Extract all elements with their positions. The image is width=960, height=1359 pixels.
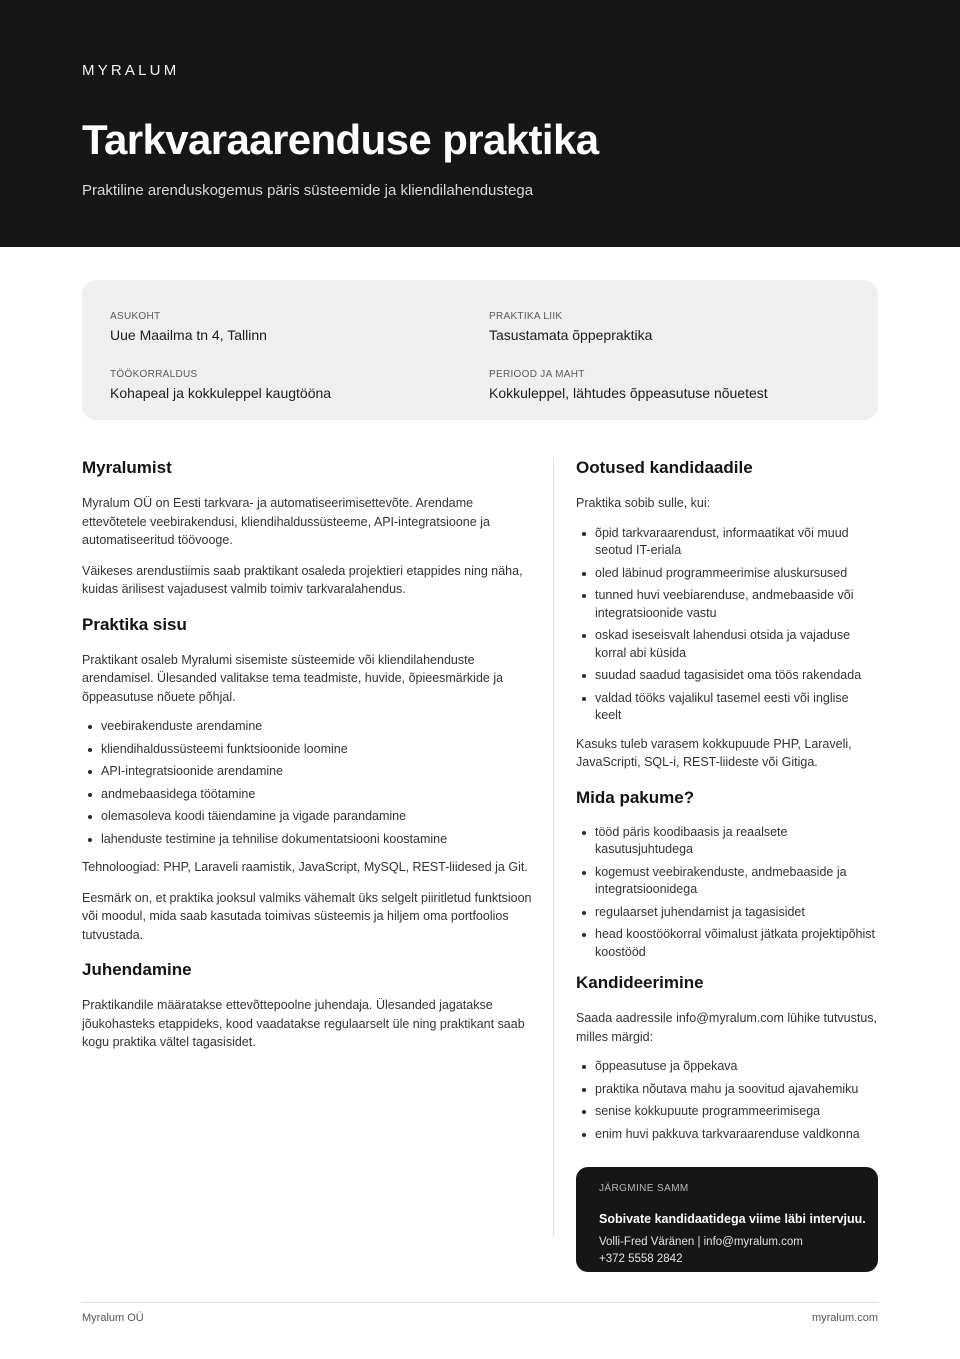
contact-phone: +372 5558 2842 bbox=[599, 1253, 683, 1265]
list-item: olemasoleva koodi täiendamine ja vigade parandamine bbox=[82, 808, 532, 826]
list-item: praktika nõutava mahu ja soovitud ajavahemiku bbox=[576, 1081, 878, 1099]
list-item: andmebaasidega töötamine bbox=[82, 786, 532, 804]
mentoring-heading: Juhendamine bbox=[82, 960, 192, 979]
offer-list bbox=[576, 824, 878, 962]
right-column bbox=[576, 456, 878, 1153]
list-item: õppeasutuse ja õppekava bbox=[576, 1058, 878, 1076]
column-divider bbox=[553, 458, 554, 1236]
mentoring-section bbox=[82, 958, 532, 1052]
list-item: head koostöökorral võimalust jätkata projektipõhist koostööd bbox=[576, 926, 878, 961]
info-location-value: Uue Maailma tn 4, Tallinn bbox=[110, 327, 267, 343]
content-tech: Tehnoloogiad: PHP, Laraveli raamistik, JavaScript, MySQL, REST-liidesed ja Git. bbox=[82, 860, 528, 874]
content-intro: Praktikant osaleb Myralumi sisemiste süsteemide või kliendilahenduste arendamisel. Ülesanded valitakse tema teadmiste, huvide, õpieesmärkide ja õppeasutuse nõuete põhjal. bbox=[82, 652, 504, 704]
info-work bbox=[110, 368, 470, 402]
left-column bbox=[82, 456, 532, 1064]
page-header bbox=[0, 0, 960, 247]
apply-list bbox=[576, 1058, 878, 1143]
list-item: õpid tarkvaraarendust, informaatikat või muud seotud IT-eriala bbox=[576, 525, 878, 560]
content-section bbox=[82, 613, 532, 945]
footer-divider bbox=[82, 1302, 878, 1303]
list-item: veebirakenduste arendamine bbox=[82, 718, 532, 736]
info-type-value: Tasustamata õppepraktika bbox=[489, 327, 653, 343]
expectations-list bbox=[576, 525, 878, 725]
apply-heading: Kandideerimine bbox=[576, 973, 704, 992]
info-work-label: TÖÖKORRALDUS bbox=[110, 369, 198, 380]
offer-section bbox=[576, 786, 878, 962]
list-item: tunned huvi veebiarenduse, andmebaaside või integratsioonide vastu bbox=[576, 587, 878, 622]
next-step-contact bbox=[599, 1234, 803, 1268]
list-item: kliendihaldussüsteemi funktsioonide loomine bbox=[82, 741, 532, 759]
list-item: valdad tööks vajalikul tasemel eesti või inglise keelt bbox=[576, 690, 878, 725]
next-step-card bbox=[576, 1167, 878, 1272]
footer-company: Myralum OÜ bbox=[82, 1312, 144, 1324]
info-period-label: PERIOOD JA MAHT bbox=[489, 369, 585, 380]
about-section bbox=[82, 456, 532, 599]
apply-intro: Saada aadressile info@myralum.com lühike tutvustus, milles märgid: bbox=[576, 1011, 878, 1044]
expectations-intro: Praktika sobib sulle, kui: bbox=[576, 496, 711, 510]
content-list bbox=[82, 718, 532, 848]
content-heading: Praktika sisu bbox=[82, 614, 187, 634]
content-goal: Eesmärk on, et praktika jooksul valmiks vähemalt üks selgelt piiritletud funktsioon või moodul, mida saab kasutada toimivas süsteemis ja hiljem oma portfoolios tutvustada. bbox=[82, 890, 532, 942]
expectations-bonus: Kasuks tuleb varasem kokkupuude PHP, Laraveli, JavaScripti, SQL-i, REST-liideste või Gitiga. bbox=[576, 736, 852, 769]
about-heading: Myralumist bbox=[82, 458, 172, 477]
list-item: regulaarset juhendamist ja tagasisidet bbox=[576, 904, 878, 922]
expectations-section bbox=[576, 456, 878, 772]
page-title: Tarkvaraarenduse praktika bbox=[82, 116, 599, 163]
next-step-label: JÄRGMINE SAMM bbox=[599, 1183, 689, 1194]
info-card bbox=[82, 280, 878, 420]
info-period bbox=[489, 368, 849, 402]
list-item: tööd päris koodibaasis ja reaalsete kasutusjuhtudega bbox=[576, 824, 878, 859]
info-type-label: PRAKTIKA LIIK bbox=[489, 311, 563, 322]
info-location-label: ASUKOHT bbox=[110, 311, 161, 322]
about-paragraph-2: Väikeses arendustiimis saab praktikant osaleda projektieri etappides ning näha, kuidas ärilisest vajadusest valmib toimiv tarkvaralahendus. bbox=[82, 563, 523, 596]
expectations-heading: Ootused kandidaadile bbox=[576, 458, 753, 477]
list-item: suudad saadud tagasisidet oma töös rakendada bbox=[576, 667, 878, 685]
info-work-value: Kohapeal ja kokkuleppel kaugtööna bbox=[110, 385, 332, 401]
list-item: senise kokkupuute programmeerimisega bbox=[576, 1103, 878, 1121]
info-period-value: Kokkuleppel, lähtudes õppeasutuse nõuetest bbox=[489, 385, 768, 401]
info-type bbox=[489, 310, 849, 344]
about-paragraph-1: Myralum OÜ on Eesti tarkvara- ja automatiseerimisettevõte. Arendame ettevõtetele veebirakendusi, kliendihaldussüsteeme, API-integratsioone ja automatiseeritud töövooge. bbox=[82, 496, 490, 547]
mentoring-text: Praktikandile määratakse ettevõttepoolne juhendaja. Ülesanded jagatakse jõukohasteks etappideks, kood vaadatakse regulaarselt üle ning praktikant saab kogu praktika vältel tagasisidet. bbox=[82, 998, 525, 1049]
list-item: oled läbinud programmeerimise aluskursused bbox=[576, 565, 878, 583]
list-item: kogemust veebirakenduste, andmebaaside ja integratsioonidega bbox=[576, 864, 878, 899]
info-location bbox=[110, 310, 470, 344]
next-step-text: Sobivate kandidaatidega viime läbi intervjuu. bbox=[599, 1212, 866, 1226]
list-item: oskad iseseisvalt lahendusi otsida ja vajaduse korral abi küsida bbox=[576, 627, 878, 662]
footer-website: myralum.com bbox=[811, 1312, 878, 1324]
list-item: enim huvi pakkuva tarkvaraarenduse valdkonna bbox=[576, 1126, 878, 1144]
offer-heading: Mida pakume? bbox=[576, 787, 695, 807]
page-subtitle: Praktiline arenduskogemus päris süsteemide ja kliendilahendustega bbox=[82, 182, 534, 199]
list-item: lahenduste testimine ja tehnilise dokumentatsiooni koostamine bbox=[82, 831, 532, 849]
brand-logo: MYRALUM bbox=[82, 62, 180, 79]
contact-person: Volli-Fred Väränen | info@myralum.com bbox=[599, 1236, 803, 1248]
list-item: API-integratsioonide arendamine bbox=[82, 763, 532, 781]
apply-section bbox=[576, 971, 878, 1143]
